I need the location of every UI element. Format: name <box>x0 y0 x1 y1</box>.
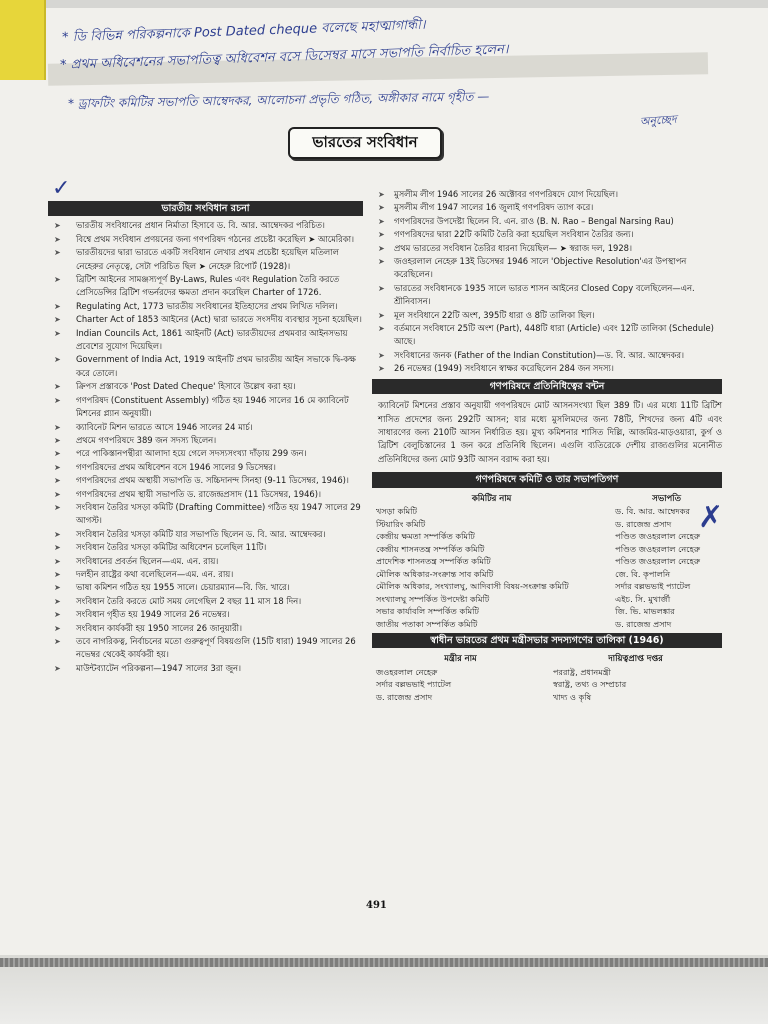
table-row <box>372 618 722 631</box>
list-item-text: Indian Councils Act, 1861 আইনটি (Act) ভারতীয়দের প্রথমবার আইনসভায় প্রবেশের সুযোগ দিয়েছিল। <box>76 327 348 352</box>
bullet-arrow-icon: ➤ <box>54 623 61 633</box>
minister-name-header: মন্ত্রীর নাম <box>444 653 477 664</box>
list-item <box>372 255 722 282</box>
bullet-arrow-icon: ➤ <box>378 364 385 374</box>
table-cell-name: মৌলিক অধিকার-সংক্রান্ত সাব কমিটি <box>376 568 494 579</box>
bullet-arrow-icon: ➤ <box>54 449 61 459</box>
binding-shadow-line <box>0 958 768 967</box>
right-item-list <box>372 188 722 376</box>
table-cell-name: কেন্দ্রীয় শাসনতন্ত্র সম্পর্কিত কমিটি <box>376 543 485 554</box>
table-cell-name: প্রাদেশিক শাসনতন্ত্র সম্পর্কিত কমিটি <box>376 556 491 567</box>
list-item-text: সংবিধানের জনক (Father of the Indian Constitution)—ড. বি. আর. আম্বেদকর। <box>394 349 684 360</box>
list-item <box>48 608 363 621</box>
list-item <box>48 219 363 232</box>
list-item <box>372 201 722 214</box>
list-item <box>372 322 722 349</box>
check-mark-icon: ✓ <box>52 176 71 201</box>
list-item-text: সংবিধান তৈরি করতে মোট সময় লেগেছিল 2 বছর 11 মাস 18 দিন। <box>76 595 302 606</box>
list-item-text: সংবিধানের প্রবর্তন ছিলেন—এম. এন. রায়। <box>76 555 219 566</box>
list-item <box>372 282 722 309</box>
list-item-text: সংবিধান তৈরির খসড়া কমিটি (Drafting Committee) গঠিত হয় 1947 সালের 29 আগস্ট। <box>76 501 361 526</box>
table-cell-name: কেন্দ্রীয় ক্ষমতা সম্পর্কিত কমিটি <box>376 531 475 542</box>
table-row <box>372 505 722 518</box>
list-item <box>48 635 363 662</box>
bullet-arrow-icon: ➤ <box>378 283 385 293</box>
bullet-arrow-icon: ➤ <box>378 350 385 360</box>
ministers-heading: স্বাধীন ভারতের প্রথম মন্ত্রীসভার সদস্যগণের তালিকা (1946) <box>372 633 722 648</box>
table-row <box>372 605 722 618</box>
bullet-arrow-icon: ➤ <box>378 310 385 320</box>
minister-portfolio-header: দায়িত্বপ্রাপ্ত দপ্তর <box>608 653 663 664</box>
list-item-text: ভারতীয় সংবিধানের প্রধান নির্মাতা হিসাবে ড. বি. আর. আম্বেদকর পরিচিত। <box>76 220 325 231</box>
committees-table <box>372 491 722 631</box>
bullet-arrow-icon: ➤ <box>54 596 61 606</box>
bullet-arrow-icon: ➤ <box>54 462 61 472</box>
list-item <box>372 188 722 201</box>
bullet-arrow-icon: ➤ <box>54 395 61 405</box>
list-item <box>48 555 363 568</box>
bullet-arrow-icon: ➤ <box>378 216 385 226</box>
table-row <box>372 666 722 679</box>
list-item-text: সংবিধান গৃহীত হয় 1949 সালের 26 নভেম্বর। <box>76 609 230 620</box>
bullet-arrow-icon: ➤ <box>54 556 61 566</box>
committees-heading: গণপরিষদে কমিটি ও তার সভাপতিগণ <box>372 472 722 487</box>
list-item <box>48 447 363 460</box>
bullet-arrow-icon: ➤ <box>54 476 61 486</box>
table-cell-value: এইচ. সি. মুখার্জী <box>615 593 671 604</box>
table-cell-value: পররাষ্ট্র, প্রধানমন্ত্রী <box>552 666 611 677</box>
table-row <box>372 593 722 606</box>
table-cell-value: জে. বি. কৃপালনি <box>615 568 671 579</box>
list-item-text: প্রথমে গণপরিষদে 389 জন সদস্য ছিলেন। <box>76 434 217 445</box>
bullet-arrow-icon: ➤ <box>54 435 61 445</box>
yellow-sticky-tab <box>0 0 46 80</box>
table-cell-name: ড. রাজেন্দ্র প্রসাদ <box>376 691 433 702</box>
table-cell-name: খসড়া কমিটি <box>376 506 418 517</box>
list-item <box>48 568 363 581</box>
bullet-arrow-icon: ➤ <box>54 583 61 593</box>
list-item <box>48 273 363 300</box>
list-item-text: মুসলীম লীগ 1946 সালের 26 অক্টোবর গণপরিষদে যোগ দিয়েছিল। <box>394 189 618 199</box>
list-item <box>48 353 363 380</box>
bullet-arrow-icon: ➤ <box>54 328 61 338</box>
handwritten-note-2: * প্রথম অধিবেশনের সভাপতিত্ব অধিবেশন বসে ডিসেম্বর মাসে সভাপতি নির্বাচিত হলেন। <box>59 42 509 73</box>
list-item-text: প্রথম ভারতের সংবিধান তৈরির ধারনা দিয়েছিল— ➤ স্বরাজ দল, 1928। <box>394 242 633 253</box>
list-item <box>372 228 722 241</box>
bullet-arrow-icon: ➤ <box>378 243 385 253</box>
list-item-text: মূল সংবিধানে 22টি অংশ, 395টি ধারা ও 8টি তালিকা ছিল। <box>394 309 595 320</box>
list-item-text: সংবিধান তৈরির খসড়া কমিটির অধিবেশন চলেছিল 11টি। <box>76 542 267 553</box>
bullet-arrow-icon: ➤ <box>54 637 61 646</box>
list-item <box>372 215 722 228</box>
list-item-text: Charter Act of 1853 আইনের (Act) দ্বারা ভারতে সংসদীয় ব্যবস্থার সূচনা হয়েছিল। <box>76 314 362 325</box>
table-cell-name: মৌলিক অধিকার, সংখ্যালঘু, আদিবাসী বিষয়-সংক্রান্ত কমিটি <box>376 581 569 592</box>
list-item-text: তবে নাগরিকত্ব, নির্বাচনের মতো গুরুত্বপূর্ণ বিষয়গুলি (15টি ধারা) 1949 সালের 26 নভেম্বর থেকেই কার্যকরী হয়। <box>76 636 356 660</box>
list-item-text: পরে পাকিস্তানপন্থীরা আলাদা হয়ে গেলে সদস্যসংখ্যা দাঁড়ায় 299 জন। <box>76 448 307 459</box>
list-item <box>48 474 363 487</box>
list-item-text: জওহরলাল নেহেরু 13ই ডিসেম্বর 1946 সালে 'Objective Resolution'এর উপস্থাপন করেছিলেন। <box>394 256 687 280</box>
bullet-arrow-icon: ➤ <box>54 301 61 311</box>
list-item <box>372 362 722 375</box>
list-item-text: গণপরিষদের উপদেষ্টা ছিলেন বি. এন. রাও (B. N. Rao – Bengal Narsing Rau) <box>394 215 674 226</box>
page-title: ভারতের সংবিধান <box>312 132 418 151</box>
bullet-arrow-icon: ➤ <box>54 569 61 579</box>
table-cell-value: ড. বি. আর. আম্বেদকর <box>615 506 690 517</box>
list-item <box>48 300 363 313</box>
table-cell-value: ড. রাজেন্দ্র প্রসাদ <box>615 518 672 529</box>
bullet-arrow-icon: ➤ <box>378 324 385 334</box>
table-cell-name: স্টিয়ারিং কমিটি <box>376 518 426 529</box>
left-item-list <box>48 219 363 675</box>
table-cell-value: পণ্ডিত জওহরলাল নেহেরু <box>615 531 701 542</box>
table-row <box>372 580 722 593</box>
table-cell-value: ড. রাজেন্দ্র প্রসাদ <box>615 618 672 629</box>
list-item <box>48 246 363 273</box>
list-item <box>48 528 363 541</box>
bullet-arrow-icon: ➤ <box>378 230 385 240</box>
list-item-text: সংবিধান কার্যকরী হয় 1950 সালের 26 জানুয়ারী। <box>76 622 243 633</box>
table-row <box>372 568 722 581</box>
table-row <box>372 543 722 556</box>
table-cell-value: পণ্ডিত জওহরলাল নেহেরু <box>615 543 701 554</box>
list-item <box>48 581 363 594</box>
list-item <box>48 461 363 474</box>
list-item <box>48 488 363 501</box>
list-item <box>372 349 722 362</box>
list-item-text: মুসলীম লীগ 1947 সালের 16 জুলাই গণপরিষদ ত্যাগ করে। <box>394 202 594 213</box>
list-item <box>48 541 363 554</box>
handwritten-note-3: * ড্রাফটিং কমিটির সভাপতি আম্বেদকর, আলোচনা প্রভৃতি গঠিত, অঙ্গীকার নামে গৃহীত — <box>67 89 490 111</box>
list-item-text: ক্রিপস প্রস্তাবকে 'Post Dated Cheque' হিসাবে উল্লেখ করা হয়। <box>76 381 296 392</box>
list-item-text: ক্যাবিনেট মিশন ভারতে আসে 1946 সালের 24 মার্চ। <box>76 421 253 432</box>
representation-paragraph: ক্যাবিনেট মিশনের প্রস্তাব অনুযায়ী গণপরিষদে মোট আসনসংখ্যা ছিল 389 টি। এর মধ্যে 11টি ব্রিটিশ শাসিত প্রদেশের জন্য 292টি আসন; যার মধ্যে মুসলিমদের জন্য 78টি, শিখদের জন্য 4টি এবং সাধারণের জন্য 210টি আসন নির্ধারিত হয়। মুখ্য কমিশনার শাসিত দিল্লি, আজমির-মাড়ওয়ারা, কুর্গ ও ব্রিটিশ বেলুচিস্তানের 1 জন করে প্রতিনিধি ছিলেন। এগুলি ব্যতিরেকে দেশীয় রাজ্যগুলির মনোনীত প্রতিনিধিদের জন্য মোট 93টি আসন বরাদ্দ করা হয়। <box>378 400 722 464</box>
bullet-arrow-icon: ➤ <box>54 489 61 499</box>
ministers-table <box>372 651 722 703</box>
list-item-text: গণপরিষদের প্রথম অধিবেশন বসে 1946 সালের 9 ডিসেম্বর। <box>76 461 276 472</box>
table-cell-value: সর্দার বল্লভভাই প্যাটেল <box>615 581 691 592</box>
list-item-text: 26 নভেম্বর (1949) সংবিধানে স্বাক্ষর করেছিলেন 284 জন সদস্য। <box>394 363 614 374</box>
bullet-arrow-icon: ➤ <box>54 315 61 325</box>
list-item-text: Regulating Act, 1773 ভারতীয় সংবিধানের ইতিহাসের প্রথম লিখিত দলিল। <box>76 300 338 311</box>
bullet-arrow-icon: ➤ <box>54 663 61 673</box>
list-item <box>48 233 363 246</box>
committee-name-header: কমিটির নাম <box>471 492 512 503</box>
list-item-text: দলহীন রাষ্ট্রের কথা বলেছিলেন—এম. এন. রায়। <box>76 568 234 579</box>
list-item-text: গণপরিষদের প্রথম অস্থায়ী সভাপতি ড. সচ্চিদানন্দ সিনহা (9-11 ডিসেম্বর, 1946)। <box>76 475 349 486</box>
page-title-box <box>288 127 442 159</box>
list-item <box>48 434 363 447</box>
left-section-heading: ভারতীয় সংবিধান রচনা <box>48 201 363 216</box>
bullet-arrow-icon: ➤ <box>54 543 61 553</box>
bullet-arrow-icon: ➤ <box>54 529 61 539</box>
table-row <box>372 555 722 568</box>
table-cell-name: সর্দার বল্লভভাই প্যাটেল <box>376 679 452 690</box>
list-item-text: ভারতীয়দের দ্বারা ভারতে একটি সংবিধান লেখার প্রথম প্রচেষ্টা হয়েছিল মতিলাল নেহেরুর নেতৃত্বে, সেটা পরিচিত ছিল ➤ নেহেরু রিপোর্ট (1928)। <box>76 247 339 271</box>
list-item-text: ভাষা কমিশন গঠিত হয় 1955 সালে। চেয়ারম্যান—বি. জি. খারে। <box>76 582 290 593</box>
table-row <box>372 691 722 704</box>
bullet-arrow-icon: ➤ <box>54 502 61 512</box>
list-item <box>48 595 363 608</box>
table-cell-value: স্বরাষ্ট্র, তথ্য ও সম্প্রচার <box>552 679 627 690</box>
list-item <box>48 501 363 528</box>
table-row <box>372 678 722 691</box>
list-item-text: গণপরিষদের দ্বারা 22টি কমিটি তৈরি করা হয়েছিল সংবিধান তৈরির জন্য। <box>394 229 634 240</box>
list-item <box>48 313 363 326</box>
list-item <box>48 380 363 393</box>
table-row <box>372 518 722 531</box>
right-column <box>372 188 722 703</box>
bullet-arrow-icon: ➤ <box>378 203 385 213</box>
list-item <box>48 421 363 434</box>
list-item-text: মাউন্টব্যাটেন পরিকল্পনা—1947 সালের 3রা জুন। <box>76 662 241 673</box>
handwritten-note-3b: অনুচ্ছেদ <box>639 112 678 129</box>
handwritten-note-1: * ডি বিভিন্ন পরিকল্পনাকে Post Dated cheque বলেছে মহাত্মাগান্ধী। <box>61 17 426 46</box>
table-cell-name: সংখ্যালঘু সম্পর্কিত উপদেষ্টা কমিটি <box>376 593 490 604</box>
list-item-text: গণপরিষদের প্রথম স্থায়ী সভাপতি ড. রাজেন্দ্রপ্রসাদ (11 ডিসেম্বর, 1946)। <box>76 488 321 499</box>
list-item <box>372 309 722 322</box>
list-item-text: Government of India Act, 1919 আইনটি প্রথম ভারতীয় আইন সভাকে দ্বি-কক্ষ করে তোলে। <box>76 354 356 378</box>
bullet-arrow-icon: ➤ <box>54 275 61 285</box>
list-item <box>372 242 722 255</box>
list-item <box>48 622 363 635</box>
bullet-arrow-icon: ➤ <box>54 422 61 432</box>
handwritten-x-mark: ✗ <box>698 500 724 535</box>
list-item-text: গণপরিষদ (Constituent Assembly) গঠিত হয় 1946 সালের 16 মে ক্যাবিনেট মিশনের প্ল্যান অনুযায়ী। <box>76 394 349 419</box>
page-top-edge <box>0 0 768 8</box>
list-item-text: সংবিধান তৈরির খসড়া কমিটি যার সভাপতি ছিলেন ড. বি. আর. আম্বেদকর। <box>76 528 326 539</box>
bullet-arrow-icon: ➤ <box>54 234 61 244</box>
list-item <box>48 394 363 421</box>
page-number: 491 <box>366 900 387 911</box>
list-item-text: বর্তমানে সংবিধানে 25টি অংশ (Part), 448টি ধারা (Article) এবং 12টি তালিকা (Schedule) আছে। <box>394 323 714 347</box>
bullet-arrow-icon: ➤ <box>54 355 61 365</box>
table-row <box>372 530 722 543</box>
bullet-arrow-icon: ➤ <box>378 190 385 199</box>
list-item-text: ব্রিটিশ আইনের সামঞ্জস্যপূর্ণ By-Laws, Rules এবং Regulation তৈরি করতে প্রেসিডেন্সির ব্রিটিশ গভর্নরদের ক্ষমতা প্রদান করেছিল Charter of 1726. <box>76 274 340 298</box>
bullet-arrow-icon: ➤ <box>54 221 61 231</box>
list-item <box>48 327 363 354</box>
list-item-text: বিশ্বে প্রথম সংবিধান প্রণয়নের জন্য গণপরিষদ গঠনের প্রচেষ্টা করেছিল ➤ আমেরিকা। <box>76 233 355 244</box>
representation-heading: গণপরিষদে প্রতিনিধিত্বের বন্টন <box>372 379 722 394</box>
list-item-text: ভারতের সংবিধানকে 1935 সালে ভারত শাসন আইনের Closed Copy বলেছিলেন—এন. শ্রীনিবাসন। <box>394 282 695 307</box>
bullet-arrow-icon: ➤ <box>378 257 385 267</box>
committee-chair-header: সভাপতি <box>652 492 681 503</box>
bullet-arrow-icon: ➤ <box>54 382 61 392</box>
table-cell-name: জাতীয় পতাকা সম্পর্কিত কমিটি <box>376 618 478 629</box>
table-cell-value: পণ্ডিত জওহরলাল নেহেরু <box>615 556 701 567</box>
bullet-arrow-icon: ➤ <box>54 248 61 258</box>
table-cell-name: জওহরলাল নেহেরু <box>376 666 438 677</box>
table-cell-name: সভার কার্যাবলি সম্পর্কিত কমিটি <box>376 606 479 617</box>
table-cell-value: খাদ্য ও কৃষি <box>552 691 592 702</box>
bullet-arrow-icon: ➤ <box>54 610 61 620</box>
left-column <box>48 198 363 675</box>
list-item <box>48 662 363 675</box>
table-cell-value: জি. ভি. মাভলঙ্কার <box>615 606 675 617</box>
